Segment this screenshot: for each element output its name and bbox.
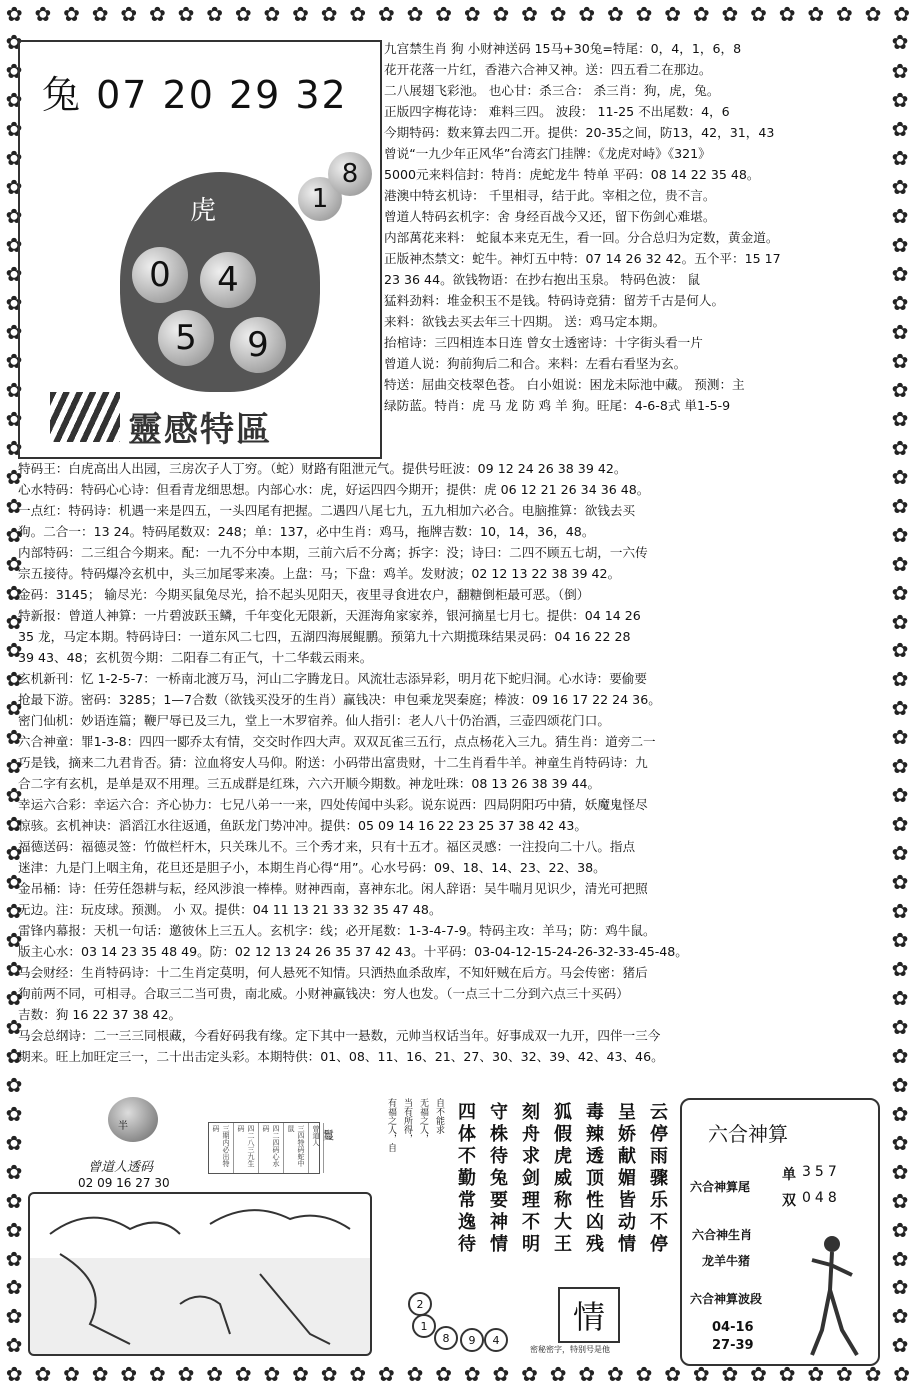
flower-icon: ✿ (5, 899, 23, 924)
zodiac-values: 龙羊牛猪 (702, 1254, 751, 1268)
poem-column: 云停雨骤乐不停 (647, 1102, 668, 1256)
flower-icon: ✿ (891, 291, 909, 316)
text-line: 曾道人特码玄机字：舍 身经百战今又还，留下伤剑心难堪。 (384, 209, 716, 224)
dan-numbers: 357 (802, 1164, 841, 1180)
zodiac-label: 六合神生肖 (692, 1228, 753, 1242)
flower-icon: ✿ (5, 1188, 23, 1213)
flower-icon: ✿ (635, 2, 653, 26)
flower-icon: ✿ (349, 2, 367, 26)
dancer-illustration (802, 1230, 862, 1360)
flower-icon: ✿ (521, 2, 538, 26)
flower-icon: ✿ (435, 2, 453, 26)
seal-col: 四二四码心水码 (259, 1123, 284, 1173)
flower-icon: ✿ (34, 2, 52, 26)
flower-icon: ✿ (5, 88, 23, 113)
bottom-left-panel (18, 1092, 378, 1362)
poem-column: 刻舟求剑理不明 (519, 1102, 540, 1256)
secret-char-note: 密秘密字，特别号是他 (530, 1345, 610, 1354)
flower-icon: ✿ (234, 2, 252, 26)
number-ball: 1 (298, 177, 342, 221)
text-line: 特送：屈曲交枝翠色苍。 白小姐说：困龙未际池中藏。 预测：主 (384, 377, 745, 392)
flower-icon: ✿ (5, 435, 23, 460)
flower-icon: ✿ (5, 464, 23, 489)
flower-icon: ✿ (891, 870, 909, 895)
flower-icon: ✿ (5, 1362, 23, 1386)
text-line: 惊骇。玄机神诀：滔滔江水往返通，鱼跃龙门势冲冲。提供：05 09 14 16 22 23 25 37 38 42 43。 (18, 818, 587, 833)
flower-icon: ✿ (607, 2, 624, 26)
flower-icon: ✿ (891, 1246, 909, 1271)
bottom-middle-panel (380, 1092, 680, 1362)
mascot-icon (108, 1097, 158, 1142)
text-line: 花开花落一片红，香港六合神又神。送：四五看二在那边。 (384, 62, 712, 77)
flower-icon: ✿ (891, 841, 909, 866)
small-ball: 8 (434, 1326, 458, 1350)
flower-icon: ✿ (5, 30, 23, 55)
flower-icon: ✿ (891, 348, 909, 373)
flower-icon: ✿ (5, 638, 23, 663)
flower-icon: ✿ (206, 1362, 224, 1386)
flower-icon: ✿ (5, 667, 23, 692)
flower-icon: ✿ (5, 1333, 23, 1358)
text-line: 合二字有玄机，是单是双不用理。三五成群是红珠，六六开顺今期数。神龙吐珠：08 13 26 38 39 44。 (18, 776, 601, 791)
flower-icon: ✿ (521, 1362, 538, 1386)
flower-icon: ✿ (5, 985, 23, 1010)
flower-icon: ✿ (5, 1304, 23, 1329)
flower-icon: ✿ (891, 551, 909, 576)
flower-icon: ✿ (891, 928, 909, 953)
flower-icon: ✿ (891, 377, 909, 402)
flower-icon: ✿ (5, 551, 23, 576)
text-line: 5000元来料信封：特肖：虎蛇龙牛 特单 平码：08 14 22 35 48。 (384, 167, 760, 182)
flower-icon: ✿ (891, 609, 909, 634)
text-line: 马会总纲诗：二一三三同根藏，今看好码我有缘。定下其中一悬数，元帅当权话当年。好事成双一九开，四伴一三今 (18, 1028, 661, 1043)
flower-icon: ✿ (891, 783, 909, 808)
flower-icon: ✿ (5, 1217, 23, 1242)
flower-icon: ✿ (5, 59, 23, 84)
flower-icon: ✿ (578, 2, 596, 26)
text-line: 正版神杰禁文：蛇牛。神灯五中特：07 14 26 32 42。五个平：15 17 (384, 251, 781, 266)
flower-icon: ✿ (177, 1362, 195, 1386)
flower-icon: ✿ (378, 2, 395, 26)
flower-icon: ✿ (463, 1362, 481, 1386)
flower-icon: ✿ (891, 1130, 909, 1155)
wave-range: 04-16 (712, 1320, 754, 1335)
flower-icon: ✿ (578, 1362, 596, 1386)
poem-column: 守株待兔要神情 (487, 1102, 508, 1256)
flower-icon: ✿ (891, 580, 909, 605)
small-column: 自不能求 (434, 1098, 444, 1134)
flower-icon: ✿ (5, 1130, 23, 1155)
text-line: 内部萬花来料： 蛇鼠本来克无生，看一回。分合总归为定数，黄金道。 (384, 230, 779, 245)
landscape-illustration (28, 1192, 372, 1356)
flower-icon: ✿ (5, 609, 23, 634)
number-ball: 5 (158, 310, 214, 366)
text-line: 特新报：曾道人神算：一片碧波跃玉鳞，千年变化无限新，天涯海角家家养，银河摘星七月七。提供：04 14 26 (18, 608, 641, 623)
flower-icon: ✿ (5, 1101, 23, 1126)
flower-icon: ✿ (263, 1362, 281, 1386)
flower-icon: ✿ (5, 1072, 23, 1097)
flower-icon: ✿ (5, 580, 23, 605)
text-line: 金码：3145； 输尽光：今期买鼠兔尽光，拾不起头见阳天，夜里寻食进农户，翻糖倒柜最可恶。（倒） (18, 587, 590, 602)
text-line: 密门仙机：妙语连篇；鞭尸辱已及三九，堂上一木罗宿养。仙人指引：老人八十仍治酒，三壶四颂花门口。 (18, 713, 610, 728)
flower-icon: ✿ (492, 2, 510, 26)
flower-icon: ✿ (891, 262, 909, 287)
text-line: 版主心水：03 14 23 35 48 49。防：02 12 13 24 26 35 37 42 43。十平码：03-04-12-15-24-26-32-33-45-48。 (18, 944, 688, 959)
small-ball: 1 (412, 1314, 436, 1338)
number-ball: 0 (132, 247, 188, 303)
flower-icon: ✿ (5, 928, 23, 953)
flower-icon: ✿ (891, 435, 909, 460)
text-line: 心水特码：特码心心诗：但看青龙细思想。内部心水：虎，好运四四今期开；提供：虎 06 12 21 26 34 36 48。 (18, 482, 650, 497)
dao-numbers: 02 09 16 27 30 (78, 1176, 170, 1190)
flower-icon: ✿ (891, 522, 909, 547)
text-line: 狗前两不同，可相寻。合取三二当可贵，南北威。小财神赢钱决：穷人也发。（一点三十二分到六点三十买码） (18, 986, 629, 1001)
text-line: 35 龙，马定本期。特码诗曰：一道东风二七四，五湖四海展鲲鹏。预第九十六期揽珠结果灵码：04 16 22 28 (18, 629, 631, 644)
flower-icon: ✿ (5, 725, 23, 750)
text-line: 六合神童：罪1-3-8：四四一郾乔太有情，交交时作四大声。双双瓦雀三五行，点点杨花入三九。猜生肖：道旁二一 (18, 734, 656, 749)
bottom-section (18, 1092, 878, 1362)
text-line: 正版四字梅花诗： 难料三四。 波段： 11-25 不出尾数：4，6 (384, 104, 730, 119)
flower-icon: ✿ (891, 667, 909, 692)
text-line: 巧是钱，摘来二九君肯否。猜：泣血将安人马仰。附送：小码带出富贵财，十二生肖看牛羊。神童生肖特码诗：九 (18, 755, 648, 770)
flower-icon: ✿ (149, 1362, 166, 1386)
flower-icon: ✿ (891, 88, 909, 113)
flower-icon: ✿ (721, 2, 739, 26)
flower-icon: ✿ (836, 2, 853, 26)
flower-icon: ✿ (120, 2, 138, 26)
logo-stripes (50, 392, 120, 442)
text-line: 二八展翅飞彩池。 也心甘：杀三合： 杀三肖：狗，虎，兔。 (384, 83, 720, 98)
flower-icon: ✿ (263, 2, 281, 26)
flower-icon: ✿ (149, 2, 166, 26)
text-line: 一点红：特码诗：机遇一来是四五，一头四尾有把握。二遇四八尾七九，五九相加六必合。电脑推算：欲钱去买 (18, 503, 636, 518)
logo-text: 靈感特區 (128, 410, 272, 450)
flower-icon: ✿ (549, 2, 567, 26)
flower-icon: ✿ (750, 1362, 767, 1386)
flower-icon: ✿ (864, 2, 882, 26)
flower-icon: ✿ (891, 320, 909, 344)
flower-icon: ✿ (206, 2, 224, 26)
text-line: 曾道人说：狗前狗后二和合。来料：左看右看坚为玄。 (384, 356, 687, 371)
poem-column: 四体不勤常逸待 (455, 1102, 476, 1256)
flower-icon: ✿ (120, 1362, 138, 1386)
flower-icon: ✿ (635, 1362, 653, 1386)
flower-icon: ✿ (891, 725, 909, 750)
flower-icon: ✿ (292, 1362, 309, 1386)
flower-icon: ✿ (5, 493, 23, 518)
flower-icon: ✿ (664, 2, 682, 26)
dan-label: 单 (782, 1167, 796, 1183)
flower-icon: ✿ (5, 320, 23, 344)
flower-icon: ✿ (750, 2, 767, 26)
flower-icon: ✿ (463, 2, 481, 26)
text-line: 期来。旺上加旺定三一，二十出击定头彩。本期特供：01、08、11、16、21、27、30、32、39、42、43、46。 (18, 1049, 664, 1064)
flower-icon: ✿ (5, 406, 23, 431)
text-line: 23 36 44。欲钱物语：在抄右抱出玉泉。 特码色波： 鼠 (384, 272, 700, 287)
text-line: 九宫禁生肖 狗 小财神送码 15马+30兔=特尾：0，4，1，6，8 (384, 41, 742, 56)
text-line: 玄机新刊：忆 1-2-5-7：一桥南北渡万马，河山二字腾龙日。风流壮志添异彩，明月花下蛇归洞。心水诗：要偷要 (18, 671, 647, 686)
flower-icon: ✿ (836, 1362, 853, 1386)
flower-icon: ✿ (891, 696, 909, 721)
flower-icon: ✿ (891, 1275, 909, 1300)
flower-icon: ✿ (406, 1362, 424, 1386)
small-ball: 4 (484, 1328, 508, 1352)
flower-icon: ✿ (349, 1362, 367, 1386)
wave-range: 27-39 (712, 1338, 754, 1353)
small-column: 无福之人， (418, 1098, 428, 1143)
flower-icon: ✿ (34, 1362, 52, 1386)
text-line: 港澳中特玄机诗： 千里相寻，结于此。宰相之位，贵不言。 (384, 188, 716, 203)
seal-col: 曾道人 (309, 1123, 324, 1173)
flower-icon: ✿ (63, 1362, 80, 1386)
landscape-sketch (30, 1194, 370, 1354)
right-border (886, 28, 914, 1360)
flower-icon: ✿ (891, 1188, 909, 1213)
text-line: 金吊桶：诗：任劳任怨耕与耘，经风涉浪一棒棒。财神西南，喜神东北。闲人辞语：吴牛喘月见识少，清光可把照 (18, 881, 648, 896)
flower-icon: ✿ (692, 1362, 710, 1386)
flower-icon: ✿ (891, 117, 909, 142)
main-text-block (18, 458, 878, 1067)
flower-icon: ✿ (5, 262, 23, 287)
text-line: 福德送码：福德灵签：竹做栏杆木，只关珠儿不。三个秀才来，只有十五才。福区灵感：一注投向二十八。指点 (18, 839, 636, 854)
flower-icon: ✿ (891, 1014, 909, 1039)
seal-col: 三四特码蛇中鼠 (284, 1123, 309, 1173)
tiger-label: 虎 (190, 196, 217, 226)
text-line: 抬棺诗：三四相连本日连 曾女士透密诗：十字街头看一片 (384, 335, 703, 350)
flower-icon: ✿ (5, 1275, 23, 1300)
number-ball: 4 (200, 252, 256, 308)
number-ball: 9 (230, 317, 286, 373)
number-ball: 8 (328, 152, 372, 196)
flower-icon: ✿ (607, 1362, 624, 1386)
flower-icon: ✿ (893, 1362, 911, 1386)
seal-block (208, 1122, 320, 1174)
seal-col: 三期内必出特码 (209, 1123, 234, 1173)
right-text-column (384, 38, 878, 416)
text-line: 迷津：九是门上咽主角，花旦还是胆子小，本期生肖心得“用”。心水号码：09、18、14、23、22、38。 (18, 860, 606, 875)
flower-icon: ✿ (893, 2, 911, 26)
flower-icon: ✿ (5, 812, 23, 837)
flower-icon: ✿ (5, 783, 23, 808)
flower-icon: ✿ (891, 1101, 909, 1126)
text-line: 无边。注：玩皮球。预测。 小 双。提供：04 11 13 21 33 32 35 47 48。 (18, 902, 442, 917)
flower-icon: ✿ (492, 1362, 510, 1386)
flower-icon: ✿ (891, 899, 909, 924)
flower-icon: ✿ (807, 2, 825, 26)
flower-icon: ✿ (891, 638, 909, 663)
flower-icon: ✿ (91, 2, 109, 26)
small-column: 当有所得， (402, 1098, 412, 1143)
flower-icon: ✿ (5, 1246, 23, 1271)
six-harmony-panel (680, 1098, 880, 1366)
flower-icon: ✿ (891, 493, 909, 518)
flower-icon: ✿ (292, 2, 309, 26)
wave-label: 六合神算波段 (690, 1292, 763, 1306)
flower-icon: ✿ (891, 1072, 909, 1097)
flower-icon: ✿ (891, 985, 909, 1010)
flower-icon: ✿ (5, 146, 23, 171)
flower-icon: ✿ (778, 2, 796, 26)
poem-column: 呈娇献媚皆动情 (615, 1102, 636, 1256)
flower-icon: ✿ (5, 696, 23, 721)
seal-col: 四二八三九生码 (234, 1123, 259, 1173)
flower-icon: ✿ (891, 146, 909, 171)
text-line: 绿防蓝。特肖：虎 马 龙 防 鸡 羊 狗。旺尾：4-6-8式 単1-5-9 (384, 398, 731, 413)
top-border (0, 0, 916, 28)
text-line: 内部特码：二三组合今期来。配：一九不分中本期，三前六后不分离；拆字：没；诗曰：二四不顾五七胡，一六传 (18, 545, 648, 560)
text-line: 抢最下游。密码：3285；1—7合数（欲钱买没牙的生肖）赢钱决：申包乘龙哭秦庭；棒波：09 16 17 22 24 36。 (18, 692, 661, 707)
flower-icon: ✿ (177, 2, 195, 26)
flower-icon: ✿ (891, 1217, 909, 1242)
text-line: 雷锋内幕报：天机一句话：邀彼休上三五人。玄机字：线；必开尾数：1-3-4-7-9。特码主攻：羊马；防：鸡牛鼠。 (18, 923, 656, 938)
poem-column: 毒辣透顶性凶残 (583, 1102, 604, 1256)
text-line: 来料：欲钱去买去年三十四期。 送：鸡马定本期。 (384, 314, 666, 329)
flower-icon: ✿ (891, 406, 909, 431)
flower-icon: ✿ (891, 1043, 909, 1068)
flower-icon: ✿ (5, 233, 23, 258)
flower-icon: ✿ (891, 956, 909, 981)
flower-icon: ✿ (891, 204, 909, 229)
text-line: 马会财经：生肖特码诗：十二生肖定莫明，何人悬死不知情。只洒热血杀敌库，不知奸贼在后方。马会传密：猪后 (18, 965, 648, 980)
seal-mark: 鬘 (323, 1129, 334, 1142)
flower-icon: ✿ (5, 175, 23, 200)
tail-label: 六合神算尾 (690, 1180, 751, 1194)
text-line: 39 43、48；玄机贺今期：二阳春二有正气，十二华载云雨来。 (18, 650, 373, 665)
panel-title: 六合神算 (708, 1122, 788, 1146)
flower-icon: ✿ (891, 30, 909, 55)
shuang-label: 双 (782, 1193, 796, 1209)
zodiac-numbers: 兔 07 20 29 32 (42, 73, 348, 117)
flower-icon: ✿ (864, 1362, 882, 1386)
flower-icon: ✿ (406, 2, 424, 26)
text-line: 狗。二合一：13 24。特码尾数双：248；单：137，必中生肖：鸡马，拖牌吉数：10，14，36，48。 (18, 524, 595, 539)
small-ball-group (408, 1292, 518, 1352)
flower-icon: ✿ (891, 754, 909, 779)
flower-icon: ✿ (5, 956, 23, 981)
flower-icon: ✿ (5, 522, 23, 547)
flower-icon: ✿ (549, 1362, 567, 1386)
small-ball: 2 (408, 1292, 432, 1316)
flower-icon: ✿ (5, 1014, 23, 1039)
flower-icon: ✿ (435, 1362, 453, 1386)
flower-icon: ✿ (721, 1362, 739, 1386)
flower-icon: ✿ (5, 841, 23, 866)
flower-icon: ✿ (891, 233, 909, 258)
vertical-poem (440, 1102, 670, 1256)
flower-icon: ✿ (5, 1043, 23, 1068)
secret-char-box: 情 (558, 1287, 620, 1343)
text-line: 猛料劲料：堆金积玉不是钱。特码诗竞猜：留芳千古是何人。 (384, 293, 725, 308)
flower-icon: ✿ (692, 2, 710, 26)
flower-icon: ✿ (891, 1159, 909, 1184)
flower-icon: ✿ (891, 464, 909, 489)
flower-icon: ✿ (5, 348, 23, 373)
small-ball: 9 (460, 1328, 484, 1352)
flower-icon: ✿ (320, 2, 338, 26)
flower-icon: ✿ (5, 204, 23, 229)
shuang-numbers: 048 (802, 1190, 841, 1206)
flower-icon: ✿ (5, 1159, 23, 1184)
flower-icon: ✿ (320, 1362, 338, 1386)
flower-icon: ✿ (807, 1362, 825, 1386)
mascot-label: 半 (118, 1121, 128, 1132)
flower-icon: ✿ (664, 1362, 682, 1386)
flower-icon: ✿ (234, 1362, 252, 1386)
dao-title: 曾道人透码 (88, 1160, 154, 1175)
flower-icon: ✿ (5, 2, 23, 26)
flower-icon: ✿ (891, 812, 909, 837)
text-line: 曾说“一九少年正风华”台湾玄门挂牌：《龙虎对峙》《321》 (384, 146, 711, 161)
flower-icon: ✿ (891, 59, 909, 84)
flower-icon: ✿ (63, 2, 80, 26)
flower-icon: ✿ (91, 1362, 109, 1386)
flower-icon: ✿ (778, 1362, 796, 1386)
flower-icon: ✿ (891, 175, 909, 200)
flower-icon: ✿ (5, 117, 23, 142)
flower-icon: ✿ (378, 1362, 395, 1386)
text-line: 特码王：白虎高出人出园，三房次子人丁穷。（蛇）财路有阻泄元气。提供号旺波：09 12 24 26 38 39 42。 (18, 461, 627, 476)
text-line: 宗五接待。特码爆冷玄机中，头三加尾零来凑。上盘：马；下盘：鸡羊。发财波；02 12 13 22 38 39 42。 (18, 566, 621, 581)
text-line: 吉数：狗 16 22 37 38 42。 (18, 1007, 182, 1022)
flower-icon: ✿ (5, 377, 23, 402)
text-line: 幸运六合彩：幸运六合：齐心协力：七兄八弟一一来，四处传闻中头彩。说东说西：四局阴阳巧中猜，妖魔鬼怪尽 (18, 797, 648, 812)
flower-icon: ✿ (891, 1304, 909, 1329)
small-column: 有福之人，自 (386, 1098, 396, 1152)
flower-icon: ✿ (5, 754, 23, 779)
flower-icon: ✿ (5, 291, 23, 316)
feature-box (18, 40, 382, 459)
poem-column: 狐假虎威称大王 (551, 1102, 572, 1256)
flower-icon: ✿ (5, 870, 23, 895)
flower-icon: ✿ (891, 1333, 909, 1358)
text-line: 今期特码：数来算去四二开。提供：20-35之间，防13，42，31，43 (384, 125, 775, 140)
